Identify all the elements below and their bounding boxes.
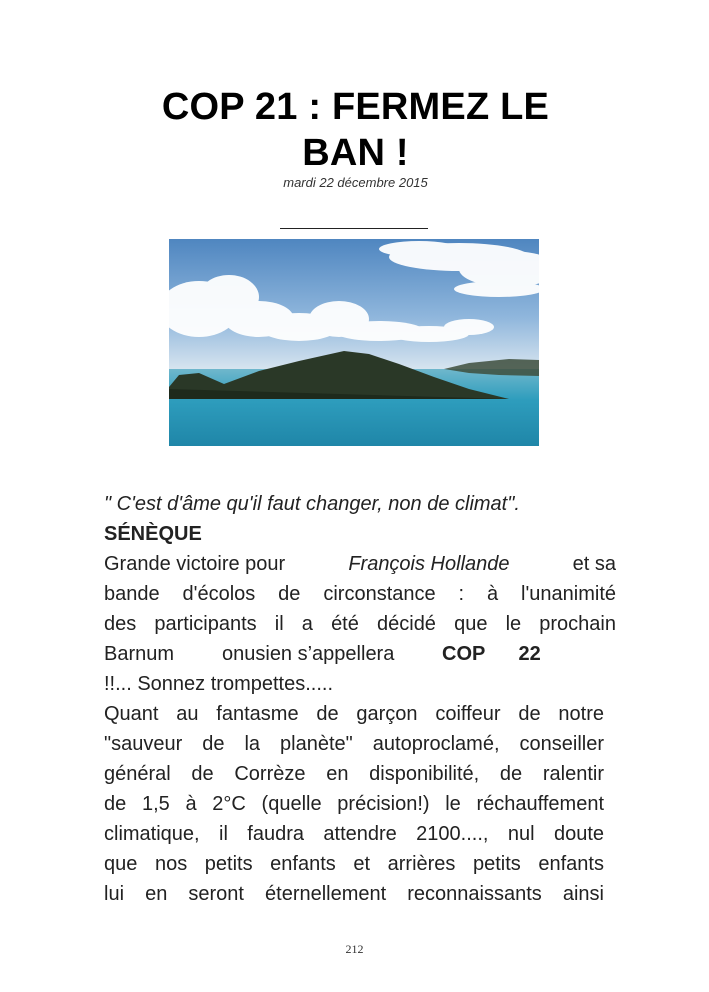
separator-line	[280, 228, 428, 229]
paragraph-line: bande d'écolos de circonstance : à l'unanimité	[104, 583, 616, 605]
paragraph-line	[104, 549, 616, 579]
text-span: et sa	[572, 553, 616, 575]
title-line-1: COP 21 : FERMEZ LE	[161, 86, 550, 128]
title-line-2: BAN !	[302, 132, 409, 174]
person-name: François Hollande	[348, 553, 510, 575]
epigraph-author: SÉNÈQUE	[104, 523, 202, 545]
text-span: Grande victoire pour	[104, 553, 286, 575]
paragraph-line: "sauveur de la planète" autoproclamé, conseiller	[104, 733, 604, 755]
paragraph-line: général de Corrèze en disponibilité, de ralentir	[104, 763, 604, 785]
article-date: mardi 22 décembre 2015	[283, 175, 428, 190]
epigraph-quote: " C'est d'âme qu'il faut changer, non de climat".	[104, 493, 520, 515]
paragraph-line	[104, 639, 616, 669]
paragraph-line: des participants il a été décidé que le prochain	[104, 613, 616, 635]
text-span: COP 22	[442, 643, 541, 665]
paragraph-line: Quant au fantasme de garçon coiffeur de notre	[104, 703, 604, 725]
text-span: Barnum	[104, 643, 175, 665]
article-body	[104, 489, 616, 909]
paragraph-line: !!... Sonnez trompettes.....	[104, 673, 333, 695]
text-span: onusien s’appellera	[222, 643, 395, 665]
paragraph-line: de 1,5 à 2°C (quelle précision!) le réchauffement	[104, 793, 604, 815]
paragraph-line: climatique, il faudra attendre 2100...., nul doute	[104, 823, 604, 845]
article-title	[104, 84, 607, 176]
paragraph-line: que nos petits enfants et arrières petits enfants	[104, 853, 604, 875]
page-number: 212	[345, 942, 364, 956]
island-photo	[169, 239, 539, 446]
paragraph-line: lui en seront éternellement reconnaissants ainsi	[104, 883, 604, 905]
